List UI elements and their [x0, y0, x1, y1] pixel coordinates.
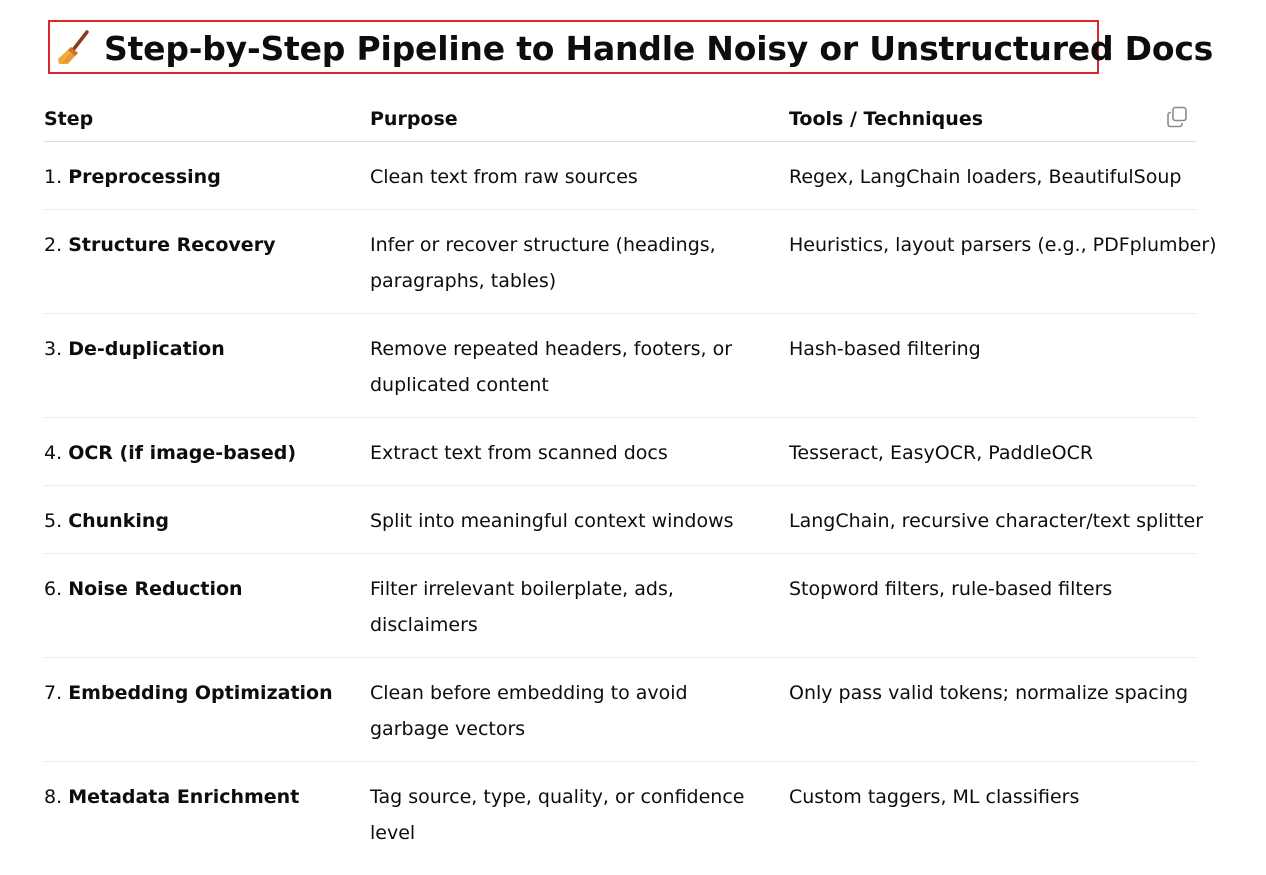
table-row: [44, 554, 1196, 658]
step-cell: [44, 435, 370, 471]
table-row: [44, 658, 1196, 762]
page-title-text: Step-by-Step Pipeline to Handle Noisy or Unstructured Docs: [104, 28, 1214, 68]
step-number: 5.: [44, 510, 63, 532]
pipeline-table: [44, 96, 1217, 865]
step-cell: [44, 503, 370, 539]
table-row: [44, 314, 1196, 418]
broom-icon: [54, 28, 94, 68]
page-title: [54, 26, 1213, 70]
step-name: De-duplication: [68, 338, 225, 360]
purpose-cell: Extract text from scanned docs: [370, 442, 668, 464]
step-number: 1.: [44, 166, 63, 188]
step-cell: [44, 331, 370, 403]
tools-cell: Tesseract, EasyOCR, PaddleOCR: [789, 442, 1094, 464]
purpose-cell: Split into meaningful context windows: [370, 510, 734, 532]
purpose-cell: Clean text from raw sources: [370, 166, 638, 188]
table-row: [44, 210, 1217, 314]
tools-cell: Hash-based filtering: [789, 338, 981, 360]
tools-cell: Stopword filters, rule-based filters: [789, 578, 1113, 600]
copy-icon: [1165, 105, 1189, 129]
step-number: 6.: [44, 578, 63, 600]
step-name: Metadata Enrichment: [68, 786, 300, 808]
column-header-purpose: Purpose: [370, 107, 458, 130]
table-row: [44, 418, 1196, 486]
step-cell: [44, 159, 370, 195]
step-name: OCR (if image-based): [68, 442, 297, 464]
step-number: 8.: [44, 786, 63, 808]
purpose-cell: Clean before embedding to avoid garbage vectors: [370, 682, 688, 740]
step-cell: [44, 779, 370, 851]
step-number: 4.: [44, 442, 63, 464]
tools-cell: Heuristics, layout parsers (e.g., PDFplumber): [789, 234, 1217, 256]
step-number: 3.: [44, 338, 63, 360]
step-name: Preprocessing: [68, 166, 221, 188]
column-header-tools: Tools / Techniques: [789, 107, 984, 130]
purpose-cell: Infer or recover structure (headings, paragraphs, tables): [370, 234, 716, 292]
step-number: 7.: [44, 682, 63, 704]
step-number: 2.: [44, 234, 63, 256]
column-header-step: Step: [44, 107, 94, 130]
step-cell: [44, 571, 370, 643]
step-name: Structure Recovery: [68, 234, 276, 256]
table-header-row: [44, 96, 1196, 142]
purpose-cell: Remove repeated headers, footers, or duplicated content: [370, 338, 733, 396]
tools-cell: Regex, LangChain loaders, BeautifulSoup: [789, 166, 1182, 188]
step-cell: [44, 675, 370, 747]
copy-table-button[interactable]: [1164, 104, 1190, 130]
purpose-cell: Tag source, type, quality, or confidence level: [370, 786, 745, 844]
step-name: Chunking: [68, 510, 169, 532]
table-row: [44, 762, 1196, 865]
table-row: [44, 486, 1204, 554]
purpose-cell: Filter irrelevant boilerplate, ads, disclaimers: [370, 578, 674, 636]
step-name: Noise Reduction: [68, 578, 243, 600]
step-name: Embedding Optimization: [68, 682, 333, 704]
tools-cell: LangChain, recursive character/text splitter: [789, 510, 1204, 532]
tools-cell: Custom taggers, ML classifiers: [789, 786, 1080, 808]
table-row: [44, 142, 1196, 210]
step-cell: [44, 227, 370, 299]
tools-cell: Only pass valid tokens; normalize spacing: [789, 682, 1189, 704]
